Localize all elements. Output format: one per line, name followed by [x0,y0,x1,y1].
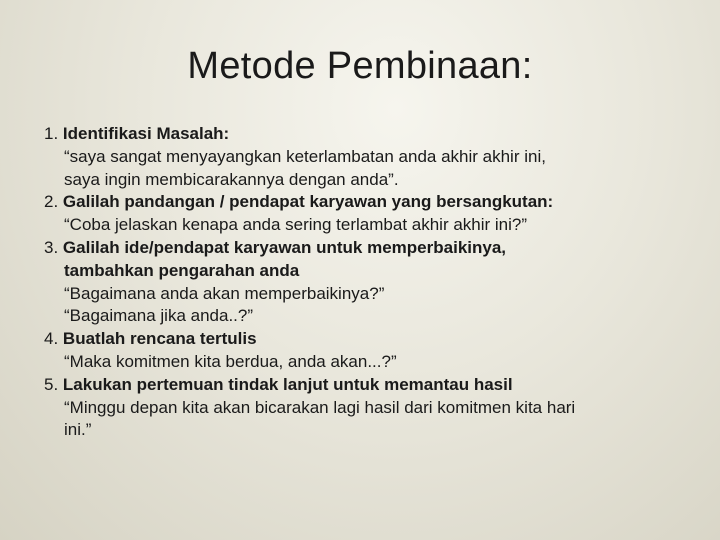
list-item-label: Buatlah rencana tertulis [62,329,257,349]
list-item-label: Galilah ide/pendapat karyawan untuk memperbaikinya, [62,237,507,257]
list-item-heading [44,123,694,146]
list-item-number: 4. [44,329,59,349]
list-item-text: “Minggu depan kita akan bicarakan lagi hasil dari komitmen kita hari [64,397,576,417]
list-item-heading [44,374,694,397]
list-item-text: “Maka komitmen kita berdua, anda akan...?” [64,351,397,371]
list-item-text: “Bagaimana anda akan memperbaikinya?” [64,283,385,303]
list-item-label: Identifikasi Masalah: [62,124,230,143]
list-item-heading [44,191,694,214]
list-item-1 [44,123,694,191]
list-item-label: Galilah pandangan / pendapat karyawan yang bersangkutan: [62,192,554,212]
list-item-number: 5. [44,374,59,394]
list-item-3 [44,237,694,328]
list-item-4 [44,328,694,374]
list-item-text: “saya sangat menyayangkan keterlambatan anda akhir akhir ini, [64,146,546,166]
list-item-number: 1. [44,124,59,143]
method-list [44,123,694,442]
list-item-text: saya ingin membicarakannya dengan anda”. [64,169,399,189]
slide-title: Metode Pembinaan: [187,45,533,87]
list-item-label: Lakukan pertemuan tindak lanjut untuk memantau hasil [62,374,513,394]
list-item-number: 3. [44,237,59,257]
list-item-number: 2. [44,192,59,212]
list-item-text: “Bagaimana jika anda..?” [64,306,254,326]
list-item-text: ini.” [64,420,92,440]
list-item-5 [44,374,694,442]
list-item-heading [44,328,694,351]
list-item-2 [44,191,694,237]
list-item-heading [44,237,694,260]
list-item-label-continuation: tambahkan pengarahan anda [64,260,300,280]
list-item-text: “Coba jelaskan kenapa anda sering terlambat akhir akhir ini?” [64,215,528,235]
